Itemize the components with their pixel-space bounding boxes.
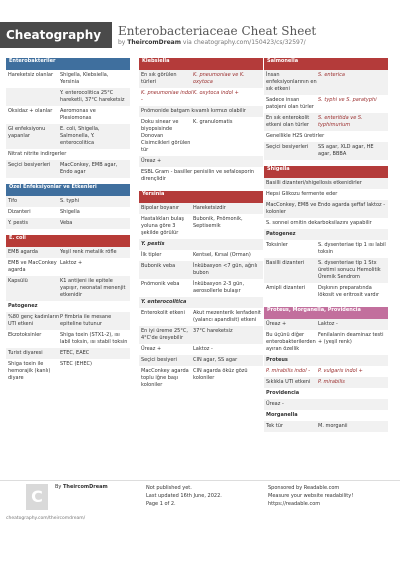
table-row: Seçici besiyeri CIN agar, SS agar bbox=[139, 355, 263, 366]
section-ozel-enfeksiyonlar bbox=[6, 184, 130, 229]
table-row: Seçici besiyerleri MacConkey, EMB agar, Endo agar bbox=[6, 160, 130, 178]
footer-meta: Not published yet. Last updated 16th June, 2022. Page 1 of 2. bbox=[146, 485, 222, 507]
author-link[interactable]: TheircomDream bbox=[127, 39, 181, 46]
section-proteus bbox=[264, 307, 388, 432]
table-row: Patogenez bbox=[264, 229, 388, 240]
column-2 bbox=[139, 58, 263, 397]
table-row: ESBL Gram - basiller penisilin ve sefalosporin dirençlidir bbox=[141, 169, 255, 182]
table-row: EMB agarda Yeşil renk metalik röfle bbox=[6, 247, 130, 258]
section-header: Yersinia bbox=[139, 191, 263, 203]
byline: by TheircomDream via cheatography.com/150423/cs/32597/ bbox=[118, 39, 306, 46]
section-salmonella bbox=[264, 58, 388, 160]
section-e-coli bbox=[6, 235, 130, 384]
table-row: Y. enterocolitica 25°C hareketli, 37°C hareketsiz bbox=[6, 88, 130, 106]
table-row: Ekzotoksinler Shiga toxin (STX1-2), ısı labil toksin, ısı stabil toksin bbox=[8, 332, 128, 345]
section-enterobakteriler bbox=[6, 58, 130, 178]
table-row: GI enfeksiyonu yapanlar E. coli, Shigella, Salmonella, Y. enterocolitica bbox=[6, 124, 130, 149]
table-row: Y. pestis bbox=[139, 239, 263, 250]
section-header: Klebsiella bbox=[139, 58, 263, 70]
table-row: Providencia bbox=[266, 390, 300, 396]
table-row: En sık enterokolit etkeni olan türler S. enteritida ve S. typhimurium bbox=[264, 113, 388, 131]
table-row: Üreaz - bbox=[264, 399, 388, 410]
section-shigella bbox=[264, 166, 388, 301]
table-row: Sıklıkla UTI etkeni P. mirabilis bbox=[264, 377, 388, 388]
table-row: Morganella bbox=[266, 412, 298, 418]
table-row: Hastalıkları bulaş yoluna göre 3 şekilde görülür Bubonik, Pnömonik, Septisemik bbox=[141, 216, 243, 236]
table-row: Y. pestis Veba bbox=[6, 218, 130, 229]
table-row: En iyi üreme 25°C, 4°C'de üreyebilir 37°C hareketsiz bbox=[139, 326, 263, 344]
footer-author-url[interactable]: cheatography.com/theircomdream/ bbox=[6, 516, 86, 521]
section-klebsiella bbox=[139, 58, 263, 185]
table-row: Tek tür M. morganii bbox=[264, 421, 388, 432]
table-row: K. pneumoniae indol - K. oxytoca indol + bbox=[141, 90, 239, 103]
table-row: Nitrat nitrite indirgerler bbox=[8, 151, 67, 157]
table-row: Hepsi Glikozu fermente eder bbox=[266, 191, 338, 197]
table-row: Shiga toxin ile hemorajik (kanlı) diyare STEC (EHEC) bbox=[8, 361, 92, 381]
cheatography-logo[interactable]: Cheatography bbox=[0, 22, 112, 48]
table-row: MacConkey agarda toplu iğne başı koloniler CIN agarda öküz gözü koloniler bbox=[141, 368, 248, 388]
column-1 bbox=[6, 58, 130, 390]
table-row: Pnömonik veba İnkübasyon 2-3 gün, aerosollerle bulaşır bbox=[141, 281, 245, 294]
table-row: En sık görülen türleri K. pneumoniae ve K. oxytoca bbox=[139, 70, 263, 88]
table-row: Proteus bbox=[264, 355, 388, 366]
table-row: Amipli dizanteri Dışkının preparatında lökosit ve eritrosit vardır bbox=[266, 285, 380, 298]
table-row: İnsan enfeksiyonlarının en sık etkeni S. enterica bbox=[264, 70, 388, 95]
table-row: Basilli dizanteri/shigellosis etkenidirler bbox=[264, 178, 388, 189]
section-header: Salmonella bbox=[264, 58, 388, 70]
table-row: Y. enterocolitica bbox=[139, 297, 263, 308]
table-row: Genellikle H2S üretirler bbox=[266, 133, 325, 139]
section-body bbox=[6, 70, 130, 178]
table-row: MacConkey, EMB ve Endo agarda şeffaf laktoz - kolonier bbox=[264, 200, 388, 218]
section-header: Enterobakteriler bbox=[6, 58, 130, 70]
section-header: Proteus, Morganella, Providencia bbox=[264, 307, 388, 319]
footer-sponsor: Sponsored by Readable.com Measure your website readability! https://readable.com bbox=[268, 485, 354, 507]
table-row: Basilli dizanteri S. dysenteriae tip 1 Stx üretimi sonucu Hemolitik Üremik Sendrom bbox=[264, 258, 388, 283]
table-row: Sadece insan patojeni olan türler S. typhi ve S. paratyphi bbox=[266, 97, 377, 110]
table-row: %80 genç kadınların UTI etkeni P fimbria ile mesane epiteline tutunur bbox=[6, 312, 130, 330]
footer-author-link[interactable]: TheircomDream bbox=[62, 484, 108, 490]
table-row: Üreaz + Laktoz - bbox=[141, 346, 213, 352]
column-3 bbox=[264, 58, 388, 438]
table-row: EMB ve MacConkey agarda Laktoz + bbox=[8, 260, 83, 273]
table-row: Bubonik veba İnkübasyon <7 gün, ağrılı bubon bbox=[139, 261, 263, 279]
section-header: Özel Enfeksiyonlar ve Etkenleri bbox=[6, 184, 130, 196]
table-row: S. sonnei ornitin dekarboksilazını yapabilir bbox=[266, 220, 372, 226]
table-row: Oksidaz + olanlar Aeromonas ve Plesiomonas bbox=[8, 108, 96, 121]
table-row: Bipolar boyanır Hareketsizdir bbox=[139, 203, 263, 214]
table-row: Kapsülü K1 antijeni ile epitele yapışır, neonatal menenjit etkenidir bbox=[6, 276, 130, 301]
header bbox=[0, 0, 400, 52]
page-title: Enterobacteriaceae Cheat Sheet bbox=[118, 24, 317, 38]
table-row: Doku sinear ve biyopsisinde Donovan Cisimcikleri görülen tür K. granulomatis bbox=[141, 119, 233, 153]
table-row: Enterokolit etkeni Akut mezenterik lenfadenit (yalancı apandisit) etkeni bbox=[141, 310, 261, 323]
cheatography-c-icon: C bbox=[26, 484, 48, 510]
table-row: P. mirabilis indol - P. vulgaris indol + bbox=[266, 368, 363, 374]
table-row: Bu üçünü diğer enterobakterilerden ayıran özellik Fenilalanin deaminaz testi + (yeşil renk) bbox=[266, 332, 384, 352]
table-row: Patogenez bbox=[8, 303, 38, 309]
section-header: Shigella bbox=[264, 166, 388, 178]
table-row: Üreaz + Laktoz - bbox=[264, 319, 388, 330]
footer-author: By TheircomDream bbox=[55, 484, 108, 490]
table-row: Üreaz + bbox=[139, 156, 263, 167]
table-row: Turist diyaresi ETEC, EAEC bbox=[6, 348, 130, 359]
table-row: Tifo S. typhi bbox=[6, 196, 130, 207]
table-row: Seçici besiyerleri SS agar, XLD agar, HE agar, BBBA bbox=[264, 142, 388, 160]
table-row: İlk tipler Kentsel, Kırsal (Orman) bbox=[141, 252, 251, 258]
table-row: Pnömonide batgam kıvamlı kırmızı olabilir bbox=[139, 106, 263, 117]
section-header: E. coli bbox=[6, 235, 130, 247]
table-row: Hareketsiz olanlar Shigella, Klebsiella, Yersinia bbox=[8, 72, 109, 85]
section-yersinia bbox=[139, 191, 263, 391]
table-row: Toksinler S. dysenteriae tip 1 ısı labil toksin bbox=[266, 242, 386, 255]
table-row: Dizanteri Shigella bbox=[8, 209, 80, 215]
